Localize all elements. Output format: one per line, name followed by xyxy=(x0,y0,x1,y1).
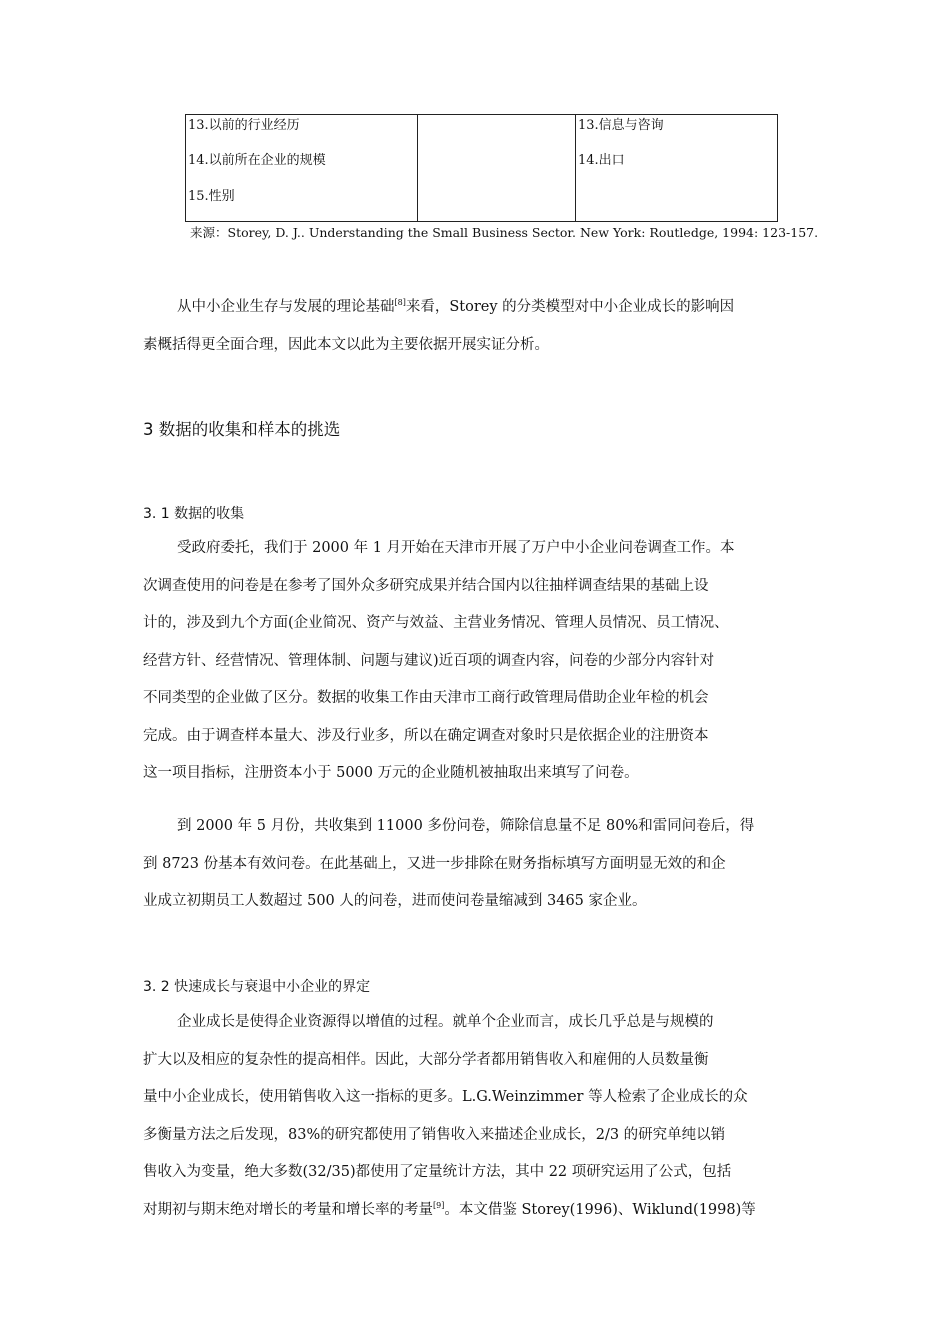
paragraph-line: 受政府委托，我们于 2000 年 1 月开始在天津市开展了万户中小企业问卷调查工作。本 xyxy=(177,540,735,556)
table-cell: 13.以前的行业经历 xyxy=(188,118,300,133)
paragraph-line: 多衡量方法之后发现，83%的研究都使用了销售收入来描述企业成长，2/3 的研究单纯以销 xyxy=(143,1126,726,1143)
text-run: 对期初与期末绝对增长的考量和增长率的考量 xyxy=(143,1201,433,1218)
table-col-enterprise xyxy=(418,115,576,221)
table-cell: 14.出口 xyxy=(578,153,625,168)
paragraph-line: 次调查使用的问卷是在参考了国外众多研究成果并结合国内以往抽样调查结果的基础上设 xyxy=(143,577,709,594)
text-run: 从中小企业生存与发展的理论基础 xyxy=(177,299,395,315)
text-run: 来看，Storey 的分类模型对中小企业成长的影响因 xyxy=(405,299,735,315)
section-heading: 3 数据的收集和样本的挑选 xyxy=(143,420,341,439)
paragraph xyxy=(143,530,808,793)
table-cell: 13.信息与咨询 xyxy=(578,118,664,133)
citation-ref[interactable]: [9] xyxy=(433,1200,445,1210)
paragraph xyxy=(143,1004,808,1229)
table-cell: 14.以前所在企业的规模 xyxy=(188,153,326,168)
table-source-note: 来源：Storey, D. J.. Understanding the Small Business Sector. New York: Routledge, 1994: 123-157. xyxy=(190,225,819,240)
paragraph-line: 售收入为变量，绝大多数(32/35)都使用了定量统计方法，其中 22 项研究运用了公式，包括 xyxy=(143,1164,732,1180)
text-run: 。本文借鉴 Storey(1996)、Wiklund(1998)等 xyxy=(444,1201,756,1218)
subsection-heading: 3. 2 快速成长与衰退中小企业的界定 xyxy=(143,979,371,995)
paragraph-line: 到 8723 份基本有效问卷。在此基础上，又进一步排除在财务指标填写方面明显无效的和企 xyxy=(143,855,726,872)
intro-paragraph xyxy=(143,289,808,364)
paragraph-line: 这一项目指标，注册资本小于 5000 万元的企业随机被抽取出来填写了问卷。 xyxy=(143,765,639,781)
paragraph-line: 业成立初期员工人数超过 500 人的问卷，进而使问卷量缩减到 3465 家企业。 xyxy=(143,893,647,909)
table-col-entrepreneur xyxy=(186,115,418,221)
paragraph-line: 素概括得更全面合理，因此本文以此为主要依据开展实证分析。 xyxy=(143,336,549,353)
paragraph xyxy=(143,808,808,921)
paragraph-line: 扩大以及相应的复杂性的提高相伴。因此，大部分学者都用销售收入和雇佣的人员数量衡 xyxy=(143,1051,709,1068)
factor-table xyxy=(185,114,778,222)
paragraph-line: 完成。由于调查样本量大、涉及行业多，所以在确定调查对象时只是依据企业的注册资本 xyxy=(143,727,709,744)
paragraph-line: 经营方针、经营情况、管理体制、问题与建议)近百项的调查内容，问卷的少部分内容针对 xyxy=(143,652,715,669)
table-col-strategy xyxy=(576,115,777,221)
paragraph-line: 计的，涉及到九个方面(企业简况、资产与效益、主营业务情况、管理人员情况、员工情况、 xyxy=(143,615,729,631)
paragraph-line xyxy=(143,289,808,327)
table-cell: 15.性别 xyxy=(188,189,235,204)
paragraph-line: 到 2000 年 5 月份，共收集到 11000 多份问卷，筛除信息量不足 80%和雷同问卷后，得 xyxy=(177,818,755,834)
paragraph-line xyxy=(143,1192,808,1230)
paragraph-line: 量中小企业成长，使用销售收入这一指标的更多。L.G.Weinzimmer 等人检索了企业成长的众 xyxy=(143,1089,748,1105)
citation-ref[interactable]: [8] xyxy=(394,298,406,308)
subsection-heading: 3. 1 数据的收集 xyxy=(143,506,245,522)
paragraph-line: 不同类型的企业做了区分。数据的收集工作由天津市工商行政管理局借助企业年检的机会 xyxy=(143,690,709,706)
paragraph-line: 企业成长是使得企业资源得以增值的过程。就单个企业而言，成长几乎总是与规模的 xyxy=(177,1014,714,1030)
